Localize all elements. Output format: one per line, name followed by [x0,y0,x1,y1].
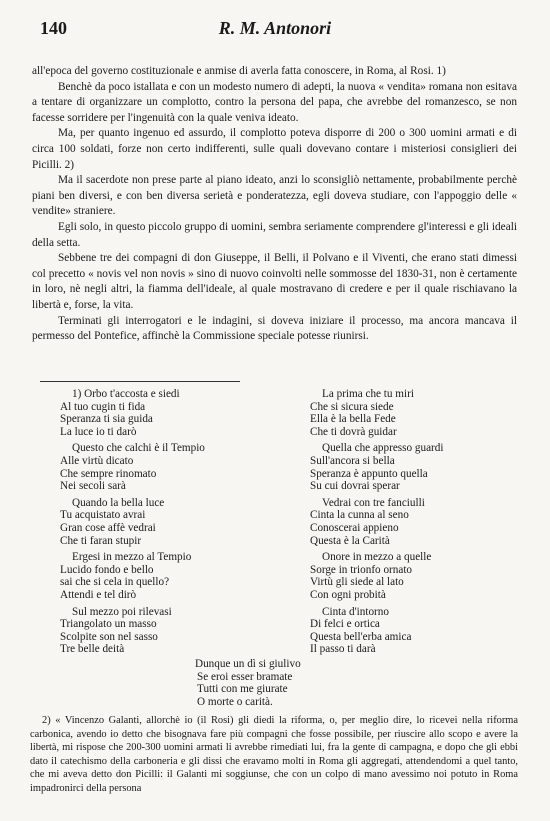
poem-line: Che sempre rinomato [60,467,157,480]
poem-line: La prima che tu miri [322,388,414,400]
poem-stanza [60,551,280,601]
poem-line: Conoscerai appieno [310,521,399,534]
poem-line: Tre belle deità [60,643,125,656]
footnote-text: 2) « Vincenzo Galanti, allorchè io (il Rosi) gli diedi la riforma, o, per meglio dire, lo ricevei nella riforma carbonica, avendo io detto che bisognava fare più compagni che fosse possibile, per riuscire allo scopo e avere la libertà, mi rispose che 200-300 uomini armati li avrebbe rimediati lui, fra la gente di campagna, e dopo che gli ebbi dato il catechismo della carboneria e gli dissi che eravamo molti in Roma gli aggregati, attendendomi a quel tanto, che mi aveva detto don Picilli: il Galanti mi soggiunse, che con un colpo di mano avessimo noi potuto in Roma impadronirci della persona [30,715,518,794]
poem-line: Con ogni probità [310,588,386,601]
poem-line: Lucido fondo e bello [60,563,154,576]
poem-line: Speranza ti sia guida [60,413,153,426]
poem-line: Cinta d'intorno [322,605,389,618]
poem-stanza [60,388,280,438]
poem-stanza [60,497,280,547]
poem-line: Sorge in trionfo ornato [310,563,413,576]
poem-stanza [310,606,530,656]
poem-line: Dunque un dì si giulivo [195,658,301,670]
paragraph: Benchè da poco istallata e con un modesto numero di adepti, la nuova « vendita» romana non esitava a tentare di organizzare un complotto, contro la persona del papa, che avrebbe del romanzesco, se non facesse sorridere per l'ingenuità con la quale veniva ideato. [32,80,517,124]
poem-line: O morte o carità. [197,695,273,708]
poem-left-column [60,388,280,660]
poem-stanza [60,606,280,656]
paragraph: Ma, per quanto ingenuo ed assurdo, il complotto poteva disporre di 200 o 300 uomini armati e di circa 100 soldati, forze non certo indifferenti, sulle quali dovevano contare i misteriosi consiglieri dei Picilli. 2) [32,127,517,171]
paragraph: Terminati gli interrogatori e le indagini, si doveva iniziare il processo, ma ancora mancava il permesso del Pontefice, affinchè la Commissione speciale potesse riunirsi. [32,314,517,343]
poem-line: Tu acquistato avrai [60,509,146,522]
poem-line: Virtù gli siede al lato [310,576,404,589]
poem-line: Tutti con me giurate [197,683,288,696]
poem-right-column [310,388,530,660]
poem-line: Se eroi esser bramate [197,670,293,683]
poem-line: Scolpite son nel sasso [60,630,158,643]
poem-line: Di felci e ortica [310,618,380,631]
poem-line: Vedrai con tre fanciulli [322,496,425,509]
poem-line: Questa bell'erba amica [310,630,412,643]
poem-line: Cinta la cunna al seno [310,509,409,522]
poem-line: sai che si cela in quello? [60,576,170,589]
poem-stanza [310,551,530,601]
poem-line: Speranza è appunto quella [310,467,428,480]
poem-line: Che si sicura siede [310,400,394,413]
poem-line: Sul mezzo poi rilevasi [72,605,172,618]
page-header [40,18,510,42]
poem-line: Sull'ancora si bella [310,454,395,467]
poem-line: Triangolato un masso [60,618,157,631]
poem-stanza [60,442,280,492]
poem-line: Questo che calchi è il Tempio [72,442,205,455]
poem-stanza [310,442,530,492]
poem-line: Che ti dovrà guidar [310,425,397,438]
paragraph: Ma il sacerdote non prese parte al piano ideato, anzi lo sconsigliò nettamente, probabilmente perchè piani ben diversi, e con ben diversa serietà e ponderatezza, egli doveva studiare, con l'appoggio delle « vendite» straniere. [32,174,517,218]
poem-line: Che ti faran stupir [60,534,142,547]
poem-line: Onore in mezzo a quelle [322,551,432,564]
poem-line: Nei secoli sarà [60,480,126,493]
poem-stanza [310,497,530,547]
poem-line: Il passo ti darà [310,643,376,656]
poem-line: Gran cose affè vedrai [60,521,156,534]
poem-line: Alle virtù dicato [60,454,134,467]
poem-line: Ella è la bella Fede [310,413,396,426]
poem-final-stanza [195,658,445,708]
poem-line: Su cui dovrai sperar [310,480,400,493]
page-number: 140 [40,18,67,38]
poem-line: Quella che appresso guardi [322,442,444,455]
footnote-2 [30,714,518,796]
poem-line: Al tuo cugin ti fida [60,400,146,413]
poem-line: Attendi e tel dirò [60,588,137,601]
footnote-divider [40,381,240,382]
poem-line: Questa è la Carità [310,534,390,547]
poem-line: Ergesi in mezzo al Tempio [72,551,192,564]
paragraph: all'epoca del governo costituzionale e anmise di averla fatta conoscere, in Roma, al Rosi. 1) [32,65,446,77]
paragraph: Egli solo, in questo piccolo gruppo di uomini, sembra seriamente comprendere gl'interessi e gli ideali della setta. [32,220,517,249]
poem-line: Quando la bella luce [72,496,165,509]
poem-line: 1) Orbo t'accosta e siedi [72,388,180,400]
poem-stanza [310,388,530,438]
running-title: R. M. Antonori [218,18,332,38]
poem-line: La luce io ti darò [60,425,137,438]
main-text [32,64,517,345]
paragraph: Sebbene tre dei compagni di don Giuseppe, il Belli, il Polvano e il Viventi, che erano stati dimessi col precetto « novis vel non novis » sino di nuovo coinvolti nelle sommosse del 1830-31, non è certamente in loro, nè negli altri, la fiamma dell'ideale, al quale mostravano di credere e per il quale rischiavano la libertà e, forse, la vita. [32,252,517,311]
